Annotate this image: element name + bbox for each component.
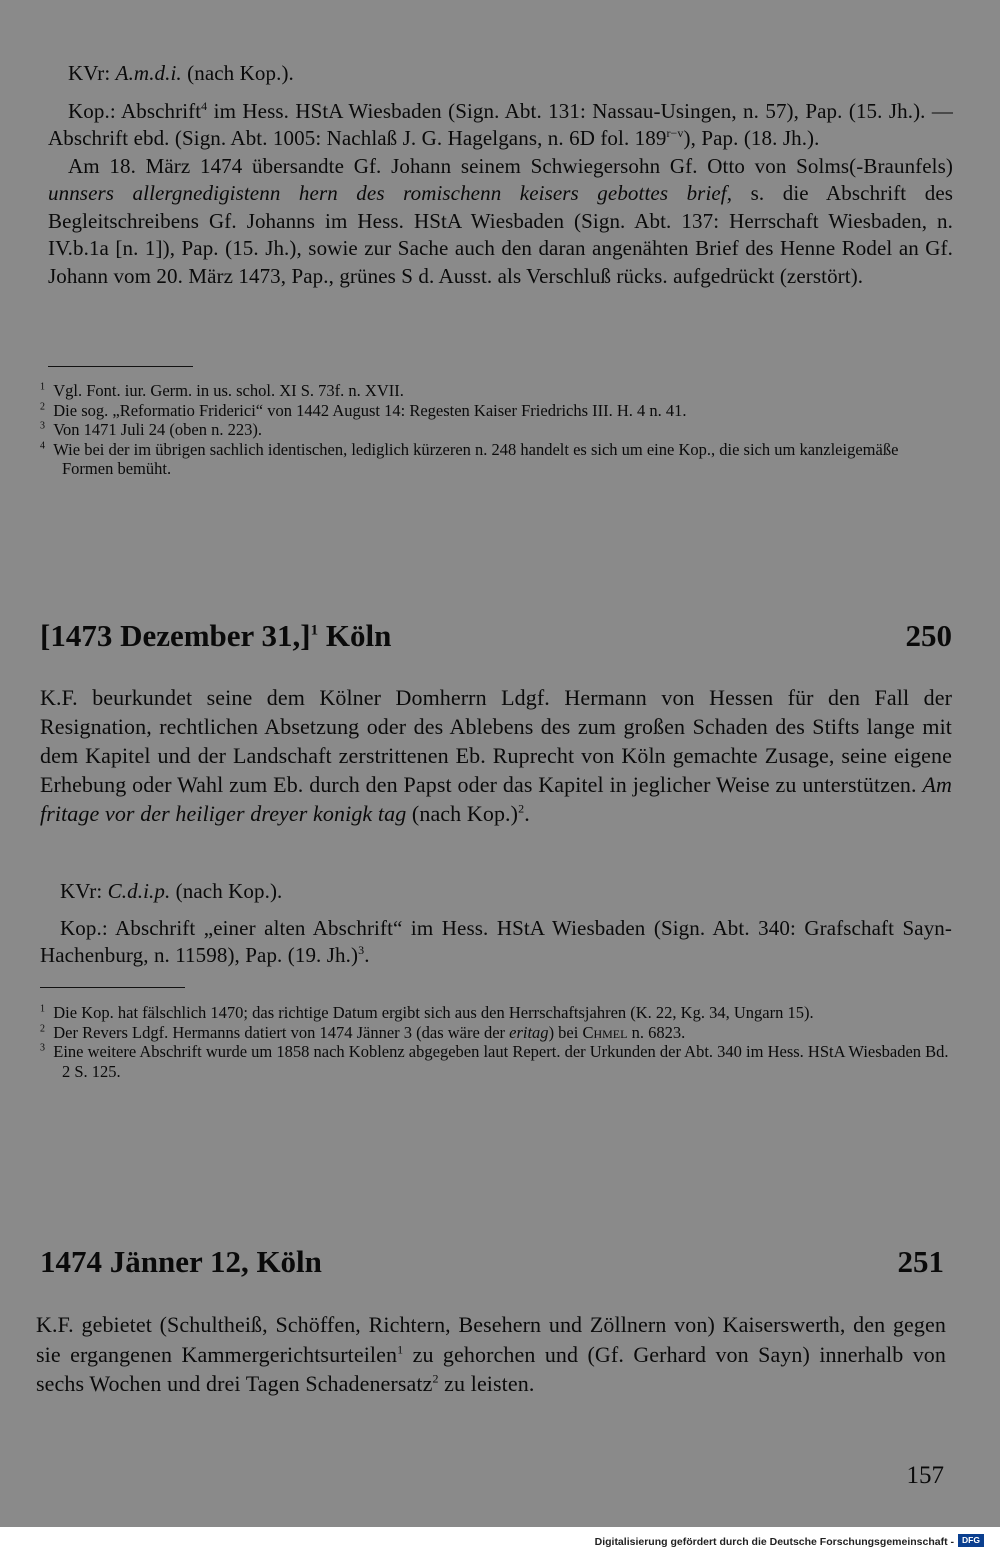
footnote: $^2$ Der Revers Ldgf. Hermanns datiert von 1474 Jänner 3 (das wäre der eritag) bei Chmel n. 6823. xyxy=(40,1022,686,1042)
regest-250: K.F. beurkundet seine dem Kölner Domherrn Ldgf. Hermann von Hessen für den Fall der Resignation, rechtlichen Absetzung oder des Ablebens des zum großen Schaden des Stifts lange mit dem Kapitel und der Landschaft zerstrittenen Eb. Ruprecht von Köln gemachte Zusage, seine eigene Erhebung oder Wahl zum Eb. durch den Papst oder das Kapitel in jeglicher Weise zu unterstützen. Am fritage vor der heiliger dreyer konigk tag (nach Kop.)$^2$. xyxy=(40,685,952,826)
entry-251-number: 251 xyxy=(897,1244,944,1279)
kop-paragraph-249: Kop.: Abschrift$^4$ im Hess. HStA Wiesbaden (Sign. Abt. 131: Nassau-Usingen, n. 57), Pap. (15. Jh.). — Abschrift ebd. (Sign. Abt. 1005: Nachlaß J. G. Hagelgans, n. 6D fol. $189^{r-v}$), Pap. (18. Jh.). xyxy=(48,98,953,150)
footnotes-249 xyxy=(40,381,952,479)
dfg-logo-icon: DFG xyxy=(958,1534,984,1547)
footnote: $^1$ Vgl. Font. iur. Germ. in us. schol. XI S. 73f. n. XVII. xyxy=(40,381,404,400)
footnote: $^4$ Wie bei der im übrigen sachlich identischen, lediglich kürzeren n. 248 handelt es sich um eine Kop., die sich um kanzleigemäße Formen bemüht. xyxy=(40,439,899,478)
kop-paragraph-250: Kop.: Abschrift „einer alten Abschrift“ im Hess. HStA Wiesbaden (Sign. Abt. 340: Grafschaft Sayn-Hachenburg, n. 11598), Pap. (19. Jh.)$^3$. xyxy=(40,915,952,967)
regest-251: K.F. gebietet (Schultheiß, Schöffen, Richtern, Besehern und Zöllnern von) Kaiserswerth, den gegen sie ergangenen Kammergerichtsurteilen$^1$ zu gehorchen und (Gf. Gerhard von Sayn) innerhalb von sechs Wochen und drei Tagen Schadenersatz$^2$ zu leisten. xyxy=(36,1312,946,1396)
footnotes-250 xyxy=(40,1003,952,1081)
entry-250-body xyxy=(40,683,952,828)
footnote-divider xyxy=(40,987,185,988)
footnote: $^2$ Die sog. „Reformatio Friderici“ von 1442 August 14: Regesten Kaiser Friedrichs III. H. 4 n. 41. xyxy=(40,400,687,420)
footnote: $^1$ Die Kop. hat fälschlich 1470; das richtige Datum ergibt sich aus den Herrschaftsjahren (K. 22, Kg. 34, Ungarn 15). xyxy=(40,1003,814,1022)
entry-249-continuation xyxy=(48,60,953,290)
page-number: 157 xyxy=(906,1462,944,1489)
funding-text: Digitalisierung gefördert durch die Deutsche Forschungsgemeinschaft - xyxy=(594,1536,954,1548)
footnote-divider xyxy=(48,366,193,367)
funding-footer xyxy=(0,1527,1000,1556)
footnote: $^3$ Von 1471 Juli 24 (oben n. 223). xyxy=(40,420,262,439)
entry-251-body xyxy=(36,1310,946,1399)
entry-250-heading: [1473 Dezember 31,]$^1$ Köln xyxy=(40,618,392,653)
kvr-line-250: KVr: C.d.i.p. (nach Kop.). xyxy=(60,879,283,903)
am-paragraph-249: Am 18. März 1474 übersandte Gf. Johann seinem Schwiegersohn Gf. Otto von Solms(-Braunfels) unnsers allergnedigistenn hern des romischenn keisers gebottes brief, s. die Abschrift des Begleitschreibens Gf. Johanns im Hess. HStA Wiesbaden (Sign. Abt. 137: Herrschaft Wiesbaden, n. IV.b.1a [n. 1]), Pap. (15. Jh.), sowie zur Sache auch den daran angenähten Brief des Henne Rodel an Gf. Johann vom 20. März 1473, Pap., grünes S d. Ausst. als Verschluß rücks. aufgedrückt (zerstört). xyxy=(48,153,954,288)
footnote: $^3$ Eine weitere Abschrift wurde um 1858 nach Koblenz abgegeben laut Repert. der Urkunden der Abt. 340 im Hess. HStA Wiesbaden Bd. 2 S. 125. xyxy=(40,1042,949,1081)
entry-250-sources xyxy=(40,878,952,970)
entry-250-number: 250 xyxy=(905,618,952,653)
entry-251-heading: 1474 Jänner 12, Köln xyxy=(40,1244,322,1279)
kvr-line-249: KVr: A.m.d.i. (nach Kop.). xyxy=(68,61,294,85)
